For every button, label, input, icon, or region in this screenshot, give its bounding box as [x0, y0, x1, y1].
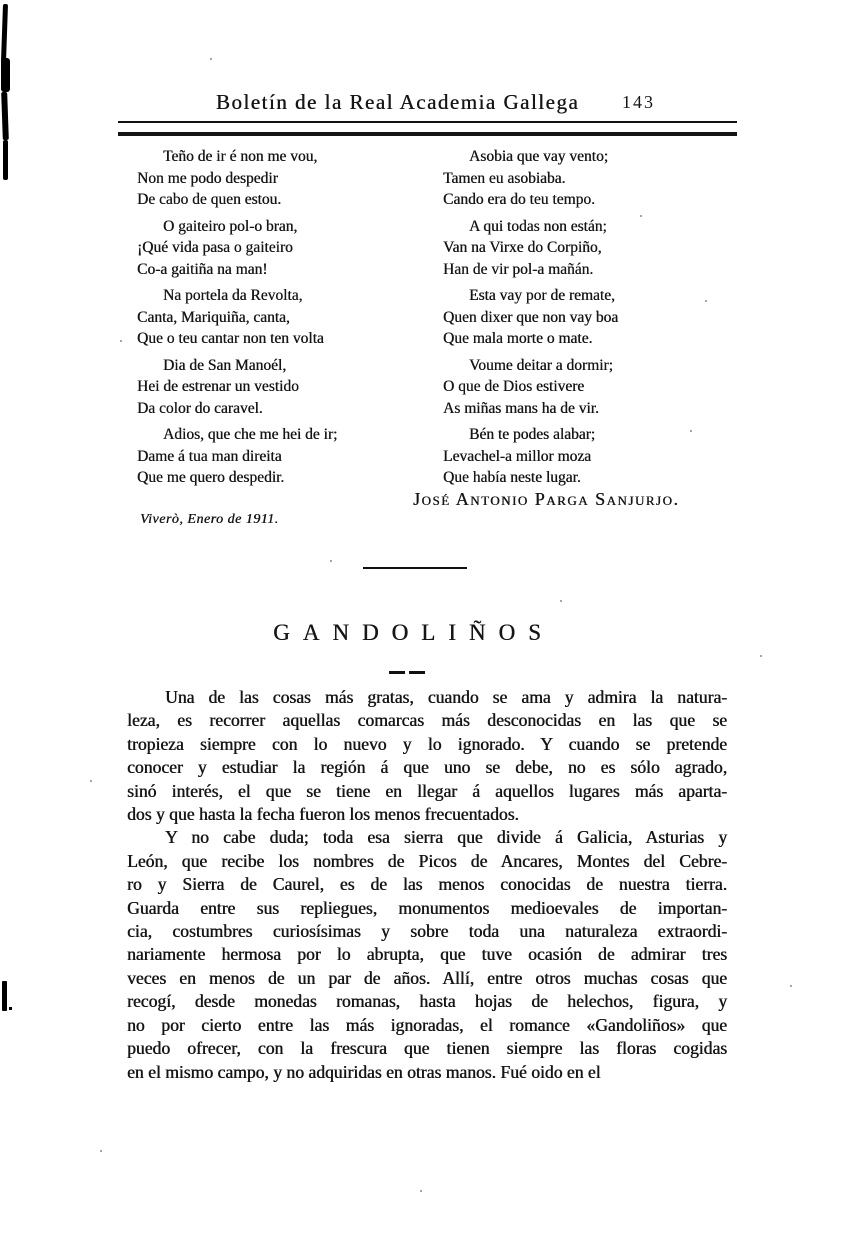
stanza — [137, 285, 437, 350]
scan-speck — [690, 430, 692, 432]
prose-line: Una de las cosas más gratas, cuando se ama y admira la natura- — [165, 687, 727, 707]
scan-speck — [705, 300, 707, 302]
verse-line: Dia de San Manoél, — [163, 356, 287, 374]
article-title: GANDOLIÑOS — [273, 620, 554, 645]
stanza — [443, 355, 743, 420]
verse-line: A qui todas non están; — [469, 217, 607, 235]
scan-speck — [640, 215, 642, 217]
stanza — [137, 146, 437, 211]
verse-line: ¡Qué vida pasa o gaiteiro — [137, 239, 293, 256]
prose-line: conocer y estudiar la región á que uno se debe, no es sólo agrado, — [127, 757, 727, 778]
verse-line: Asobia que vay vento; — [469, 148, 609, 165]
verse-line: Adios, que che me hei de ir; — [163, 426, 338, 443]
section-divider-rule — [363, 567, 467, 569]
scan-speck — [760, 655, 762, 657]
scan-artifact — [3, 140, 8, 180]
scan-speck — [790, 985, 792, 987]
title-dash — [389, 671, 405, 674]
scan-speck — [210, 58, 212, 60]
place-dateline: Viverò, Enero de 1911. — [140, 512, 279, 527]
prose-line: Guarda entre sus repliegues, monumentos medioevales de importan- — [127, 897, 727, 918]
scan-artifact — [9, 1007, 12, 1010]
scan-artifact — [1, 92, 9, 140]
prose-line: Y no cabe duda; toda esa sierra que divide á Galicia, Asturias y — [165, 827, 727, 848]
verse-line: Que mala morte o mate. — [443, 330, 593, 347]
verse-line: As miñas mans ha de vir. — [443, 399, 599, 417]
stanza — [137, 216, 437, 281]
stanza — [443, 285, 743, 350]
prose-line: puedo ofrecer, con la frescura que tienen siempre las floras cogidas — [127, 1038, 727, 1059]
scan-artifact — [2, 981, 7, 1011]
verse-line: Van na Virxe do Corpiño, — [443, 239, 602, 256]
page-number: 143 — [622, 92, 655, 112]
scan-speck — [90, 780, 92, 782]
prose-line: leza, es recorrer aquellas comarcas más desconocidas en las que se — [127, 710, 727, 731]
scan-artifact — [1, 58, 10, 92]
stanza — [137, 424, 437, 489]
header-rule — [118, 121, 737, 136]
verse-line: Tamen eu asobiaba. — [443, 169, 566, 187]
verse-line: Non me podo despedir — [137, 169, 278, 187]
poem-column-left — [137, 146, 437, 494]
prose-line: tropieza siempre con lo nuevo y lo ignorado. Y cuando se pretende — [127, 733, 727, 754]
prose-line: recogí, desde monedas romanas, hasta hojas de helechos, figura, y — [127, 991, 727, 1012]
scan-speck — [560, 600, 562, 602]
scan-speck — [120, 340, 122, 342]
prose-line: veces en menos de un par de años. Allí, entre otros muchas cosas que — [127, 967, 727, 988]
prose-line: sinó interés, el que se tiene en llegar á aquellos lugares más aparta- — [127, 780, 727, 801]
verse-line: Levachel-a millor moza — [443, 447, 592, 465]
verse-line: De cabo de quen estou. — [137, 191, 282, 208]
verse-line: Que o teu cantar non ten volta — [137, 330, 324, 347]
prose-line: en el mismo campo, y no adquiridas en otras manos. Fué oido en el — [127, 1061, 601, 1082]
verse-line: Voume deitar a dormir; — [469, 356, 613, 374]
verse-line: Canta, Mariquiña, canta, — [137, 308, 290, 326]
verse-line: Da color do caravel. — [137, 399, 263, 417]
page-header — [118, 90, 737, 118]
verse-line: Han de vir pol-a mañán. — [443, 260, 594, 278]
scan-speck — [420, 1190, 422, 1192]
verse-line: Teño de ir é non me vou, — [163, 148, 318, 165]
verse-line: Que me quero despedir. — [137, 469, 285, 486]
verse-line: Bén te podes alabar; — [469, 426, 596, 443]
prose-line: dos y que hasta la fecha fueron los menos frecuentados. — [127, 804, 519, 825]
stanza — [443, 216, 743, 281]
prose-line: ro y Sierra de Caurel, es de las menos conocidas de nuestra tierra. — [127, 874, 727, 895]
verse-line: Na portela da Revolta, — [163, 287, 303, 304]
journal-title: Boletín de la Real Academia Gallega — [215, 90, 580, 114]
author-signature: José Antonio Parga Sanjurjo. — [413, 489, 680, 509]
verse-line: Dame á tua man direita — [137, 447, 282, 465]
prose-line: nariamente hermosa por lo abrupta, que tuve ocasión de admirar tres — [127, 944, 727, 965]
verse-line: Quen dixer que non vay boa — [443, 308, 619, 326]
stanza — [137, 355, 437, 420]
stanza — [443, 146, 743, 211]
title-underline — [0, 663, 832, 681]
verse-line: Hei de estrenar un vestido — [137, 378, 299, 395]
prose-line: cia, costumbres curiosísimas y sobre toda una naturaleza extraordi- — [127, 921, 727, 942]
scan-speck — [330, 560, 332, 562]
scan-speck — [100, 1150, 102, 1152]
title-dash — [409, 671, 425, 674]
verse-line: Que había neste lugar. — [443, 469, 581, 486]
stanza — [443, 424, 743, 489]
verse-line: Cando era do teu tempo. — [443, 191, 595, 208]
prose-line: no por cierto entre las más ignoradas, el romance «Gandoliños» que — [127, 1014, 727, 1035]
verse-line: O que de Dios estivere — [443, 378, 585, 395]
prose-line: León, que recibe los nombres de Picos de Ancares, Montes del Cebre- — [127, 850, 727, 871]
verse-line: Co-a gaitiña na man! — [137, 260, 268, 278]
verse-line: O gaiteiro pol-o bran, — [163, 217, 298, 235]
poem-column-right — [443, 146, 743, 494]
article-body — [127, 686, 727, 1084]
verse-line: Esta vay por de remate, — [469, 287, 615, 304]
scan-artifact — [1, 4, 8, 62]
